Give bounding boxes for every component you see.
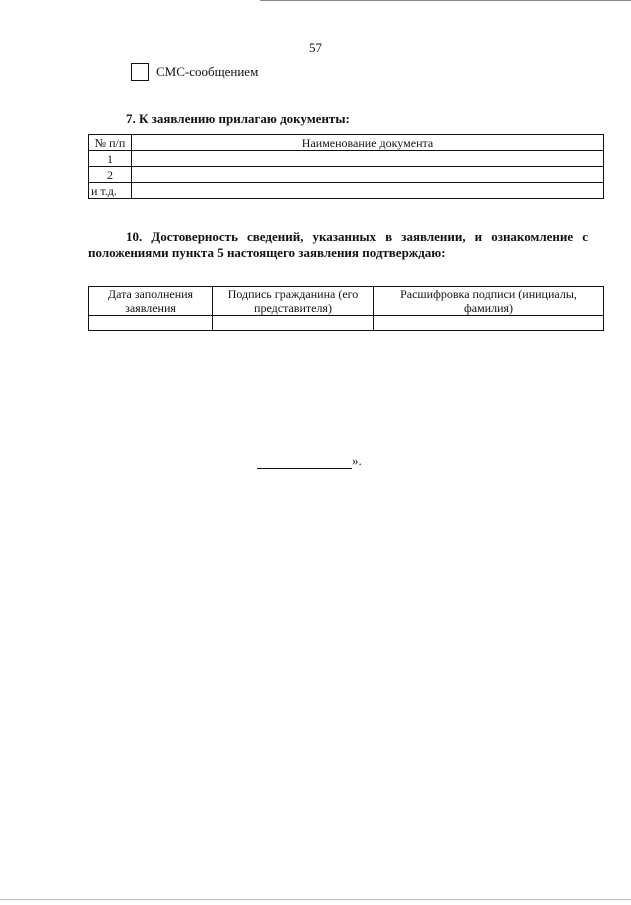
sms-option[interactable] bbox=[131, 63, 258, 81]
documents-table bbox=[88, 134, 604, 199]
transcript-cell[interactable] bbox=[374, 316, 604, 331]
documents-table-header bbox=[89, 135, 604, 151]
row-number: 2 bbox=[89, 167, 132, 183]
closing-line bbox=[257, 453, 362, 469]
column-header-document-name: Наименование документа bbox=[132, 135, 604, 151]
blank-underline[interactable] bbox=[257, 456, 352, 469]
column-header-signature-transcript: Расшифровка подписи (инициалы, фамилия) bbox=[374, 287, 604, 316]
closing-suffix: ». bbox=[352, 453, 362, 468]
signature-cell[interactable] bbox=[213, 316, 374, 331]
signature-table bbox=[88, 286, 604, 331]
signature-table-header bbox=[89, 287, 604, 316]
row-number: 1 bbox=[89, 151, 132, 167]
sms-checkbox[interactable] bbox=[131, 63, 149, 81]
section-7-heading: 7. К заявлению прилагаю документы: bbox=[126, 111, 350, 126]
row-number: и т.д. bbox=[89, 183, 132, 199]
table-row bbox=[89, 183, 604, 199]
table-row bbox=[89, 151, 604, 167]
document-name-cell[interactable] bbox=[132, 167, 604, 183]
document-name-cell[interactable] bbox=[132, 151, 604, 167]
page-number: 57 bbox=[309, 40, 322, 55]
column-header-number: № п/п bbox=[89, 135, 132, 151]
section-10-heading: 10. Достоверность сведений, указанных в заявлении, и ознакомление с положениями пункта 5 настоящего заявления подтверждаю: bbox=[88, 229, 588, 260]
bottom-edge-rule bbox=[0, 899, 631, 900]
top-edge-rule bbox=[260, 0, 631, 1]
document-name-cell[interactable] bbox=[132, 183, 604, 199]
date-cell[interactable] bbox=[89, 316, 213, 331]
column-header-date: Дата заполнения заявления bbox=[89, 287, 213, 316]
column-header-signature: Подпись гражданина (его представителя) bbox=[213, 287, 374, 316]
table-row bbox=[89, 167, 604, 183]
sms-option-label: СМС-сообщением bbox=[156, 64, 259, 79]
table-row bbox=[89, 316, 604, 331]
